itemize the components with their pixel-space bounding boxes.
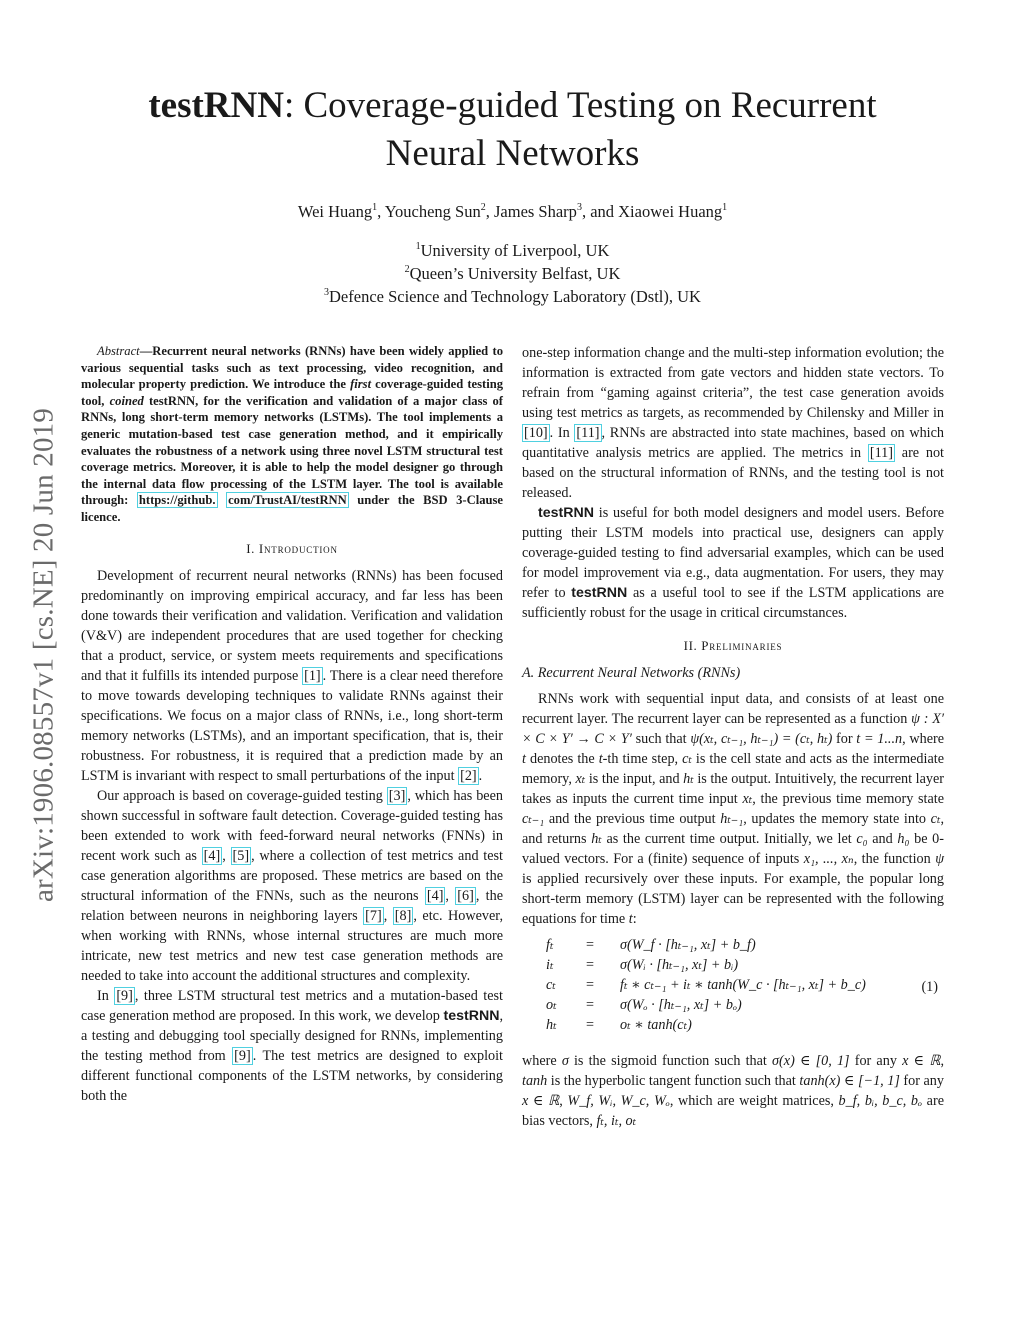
abstract-text: coverage-guided testing tool, xyxy=(81,377,503,408)
citation-link[interactable]: [1] xyxy=(304,667,321,684)
tool-name: testRNN xyxy=(443,1007,500,1024)
author-sep: , xyxy=(485,202,494,221)
math-expr: hₜ xyxy=(591,831,602,847)
author-sup: 1 xyxy=(372,202,378,213)
affiliation-sup: 1 xyxy=(415,241,421,252)
affiliation-text: Defence Science and Technology Laboratory (Dstl), UK xyxy=(329,287,701,306)
abstract-emph: coined xyxy=(109,393,144,408)
author-name: Youcheng Sun xyxy=(384,202,481,221)
right-column xyxy=(522,343,944,1131)
section-title: Introduction xyxy=(258,540,338,556)
arxiv-id: arXiv:1906.08557v1 [cs.NE] 20 Jun 2019 xyxy=(27,407,60,903)
subsection-heading-rnns: A. Recurrent Neural Networks (RNNs) xyxy=(522,665,741,681)
math-expr: t xyxy=(522,751,526,767)
math-expr: ψ : X′ × C × Y′ → C × Y′ xyxy=(522,711,944,747)
author-sup: 2 xyxy=(480,202,486,213)
math-expr: xₜ xyxy=(742,791,753,807)
author-list xyxy=(90,200,935,224)
affiliation xyxy=(90,285,935,308)
citation-link[interactable]: [8] xyxy=(394,907,412,924)
abstract-emph: first xyxy=(350,377,372,392)
section-heading-preliminaries xyxy=(522,637,944,655)
abstract xyxy=(81,343,503,526)
arxiv-sidebar xyxy=(18,355,70,955)
title-line2: Neural Networks xyxy=(385,133,640,174)
citation-link[interactable]: [9] xyxy=(116,987,133,1004)
affiliation xyxy=(90,262,935,285)
github-link-cont[interactable]: com/TrustAI/testRNN xyxy=(228,493,347,508)
math-expr: ψ(xₜ, cₜ₋₁, hₜ₋₁) = (cₜ, hₜ) xyxy=(690,731,833,747)
affiliation-text: Queen’s University Belfast, UK xyxy=(409,264,621,283)
tool-name: testRNN xyxy=(571,585,628,601)
equation-number: (1) xyxy=(921,979,938,995)
math-expr: hₜ xyxy=(683,771,694,787)
citation-link[interactable]: [4] xyxy=(426,887,444,904)
math-expr: c₀ xyxy=(856,831,868,847)
citation-link[interactable]: [9] xyxy=(234,1047,251,1064)
section-number: II. xyxy=(683,638,698,653)
author-name: Wei Huang xyxy=(297,202,373,221)
abstract-text: testRNN, for the verification and validation of a major class of RNNs, long short-term memory networks (LSTMs). The tool implements a generic mutation-based test case generation method, and it empirically evaluates the robustness of a network using three novel LSTM structural test coverage metrics. Moreover, it is able to help the model designer go through the internal data flow processing of the LSTM layer. The tool is available through: xyxy=(81,393,503,508)
math-expr: cₜ xyxy=(930,811,941,827)
math-expr: t xyxy=(628,911,633,927)
author-name: James Sharp xyxy=(493,202,577,221)
math-expr: t = 1...n xyxy=(856,731,903,747)
citation-link[interactable]: [10] xyxy=(524,425,548,441)
math-expr: cₜ₋₁ xyxy=(522,811,545,827)
citation-link[interactable]: [11] xyxy=(869,445,893,461)
intro-paragraph-1: Development of recurrent neural networks (RNNs) has been focused predominantly on improving empirical accuracy, and far less has been done towards their verification and validation. Verification and validation (V&V) are independent procedures that are used together for checking that a product, service, or system meets requirements and specifications and that it fulfills its intended purpose [1] . There is a clear need therefore to move towards developing techniques to validate RNNs against their specifications. We focus on a major class of RNNs, i.e., long short-term memory networks (LSTMs), and an important specification, that is, their robustness. For robustness, it is required that a prediction made by an LSTM is invariant with respect to small perturbations of the input [2] . xyxy=(81,567,503,784)
affiliation-sup: 3 xyxy=(324,287,330,298)
section-title: Preliminaries xyxy=(701,638,783,653)
math-expr: ψ xyxy=(935,851,944,867)
affiliation-text: University of Liverpool, UK xyxy=(420,241,610,260)
intro-paragraph-3: In [9] , three LSTM structural test metrics and a mutation-based test case generation method are proposed. In this work, we develop testRNN, a testing and debugging tool specially designed for RNNs, implementing the testing method from [9] . The test metrics are designed to exploit different functional components of the LSTM networks, by considering both the xyxy=(81,987,503,1104)
citation-link[interactable]: [3] xyxy=(388,787,406,804)
tool-name: testRNN xyxy=(538,505,594,521)
author-sup: 3 xyxy=(576,202,582,213)
citation-link[interactable]: [4] xyxy=(203,847,221,864)
right-paragraph-1: one-step information change and the multi-step information evolution; the information is extracted from gate vectors and hidden state vectors. To refrain from “gaming against criteria”, the test case generation avoids using test metrics as targets, as recommended by Chilensky and Miller in [10] . In [11] , RNNs are abstracted into state machines, based on which quantitative analysis metrics are applied. The metrics in [11] are not based on the structural information of RNNs, and the testing tool is not released. xyxy=(522,345,944,501)
title-line1: : Coverage-guided Testing on Recurrent xyxy=(283,85,877,126)
math-expr: x₁, ..., xₙ xyxy=(803,851,854,867)
sigmoid-paragraph: where σ is the sigmoid function such that σ(x) ∈ [0, 1] for any x ∈ ℝ, tanh is the hyperbolic tangent function such that tanh(x) ∈ [−1, 1] for any x ∈ ℝ, W_f, Wᵢ, W_c, Wₒ, which are weight matrices, b_f, bᵢ, b_c, bₒ are bias vectors, fₜ, iₜ, oₜ xyxy=(522,1053,944,1129)
github-link[interactable]: https://github. xyxy=(138,493,216,508)
paper-title xyxy=(90,82,935,178)
lstm-equations: fₜ = σ(W_f · [hₜ₋₁, xₜ] + b_f) iₜ = σ(Wᵢ · [hₜ₋₁, xₜ] + bᵢ) cₜ = fₜ ∗ cₜ₋₁ + iₜ ∗ tanh(W_c · [hₜ₋₁, xₜ] + b_c) oₜ = σ(Wₒ · [hₜ₋₁, xₜ] + bₒ) hₜ = oₜ ∗ tanh(cₜ) (1) xyxy=(546,937,938,1033)
citation-link[interactable]: [2] xyxy=(460,767,477,784)
author-sep: , xyxy=(377,202,385,221)
citation-link[interactable]: [6] xyxy=(457,887,474,904)
citation-link[interactable]: [7] xyxy=(365,907,382,924)
author-sup: 1 xyxy=(722,202,728,213)
affiliation xyxy=(90,239,935,262)
math-expr: t xyxy=(598,751,603,767)
title-tool-name: testRNN xyxy=(148,85,284,126)
math-expr: hₜ₋₁ xyxy=(720,811,744,827)
math-expr: xₜ xyxy=(575,771,586,787)
right-paragraph-2: testRNN is useful for both model designers and model users. Before putting their LSTM models into practical use, designers can apply coverage-guided testing to find adversarial examples, which can be used for model improvement via e.g., data augmentation. For users, they may refer to testRNN as a useful tool to see if the LSTM applications are sufficiently robust for the usage in critical circumstances. xyxy=(522,505,944,621)
left-column xyxy=(81,343,503,1106)
math-expr: h₀ xyxy=(897,831,910,847)
affiliation-list xyxy=(90,239,935,308)
author-sep: , and xyxy=(581,202,619,221)
section-heading-introduction xyxy=(81,540,503,558)
math-expr: cₜ xyxy=(682,751,692,767)
author-name: Xiaowei Huang xyxy=(618,202,723,221)
section-number: I. xyxy=(246,540,255,556)
abstract-text: under the BSD 3-Clause licence. xyxy=(81,493,503,524)
affiliation-sup: 2 xyxy=(404,264,410,275)
rnn-paragraph: RNNs work with sequential input data, and consists of at least one recurrent layer. The recurrent layer can be represented as a function ψ : X′ × C × Y′ → C × Y′ such that ψ(xₜ, cₜ₋₁, hₜ₋₁) = (cₜ, hₜ) for t = 1...n, where t denotes the t-th time step, cₜ is the cell state and acts as the intermediate memory, xₜ is the input, and hₜ is the output. Intuitively, the recurrent layer takes as inputs the current time input xₜ, the previous time memory state cₜ₋₁ and the previous time output hₜ₋₁, updates the memory state into cₜ, and returns hₜ as the current time output. Initially, we let c₀ and h₀ be 0-valued vectors. For a (finite) sequence of inputs x₁, ..., xₙ, the function ψ is applied recursively over these inputs. For example, the popular long short-term memory (LSTM) layer can be represented with the following equations for time t: xyxy=(522,691,945,927)
citation-link[interactable]: [11] xyxy=(576,425,600,441)
intro-paragraph-2: Our approach is based on coverage-guided testing [3] , which has been shown successful in software fault detection. Coverage-guided testing has been extended to work with feed-forward neural networks (FNNs) in recent work such as [4] , [5] , where a collection of test metrics and test case generation algorithms are proposed. These metrics are based on the structural information of the FNNs, such as the neurons [4] , [6] , the relation between neurons in neighboring layers [7] , [8] , etc. However, when working with RNNs, whose internal structures are much more intricate, new test metrics and new test case generation methods are needed to take into account the additional structures and complexity. xyxy=(81,787,503,984)
citation-link[interactable]: [5] xyxy=(232,847,250,864)
abstract-lead: Abstract xyxy=(97,344,140,358)
abstract-text: —Recurrent neural networks (RNNs) have been widely applied to various sequential tasks such as text processing, video recognition, and molecular property prediction. We introduce the xyxy=(81,344,503,392)
